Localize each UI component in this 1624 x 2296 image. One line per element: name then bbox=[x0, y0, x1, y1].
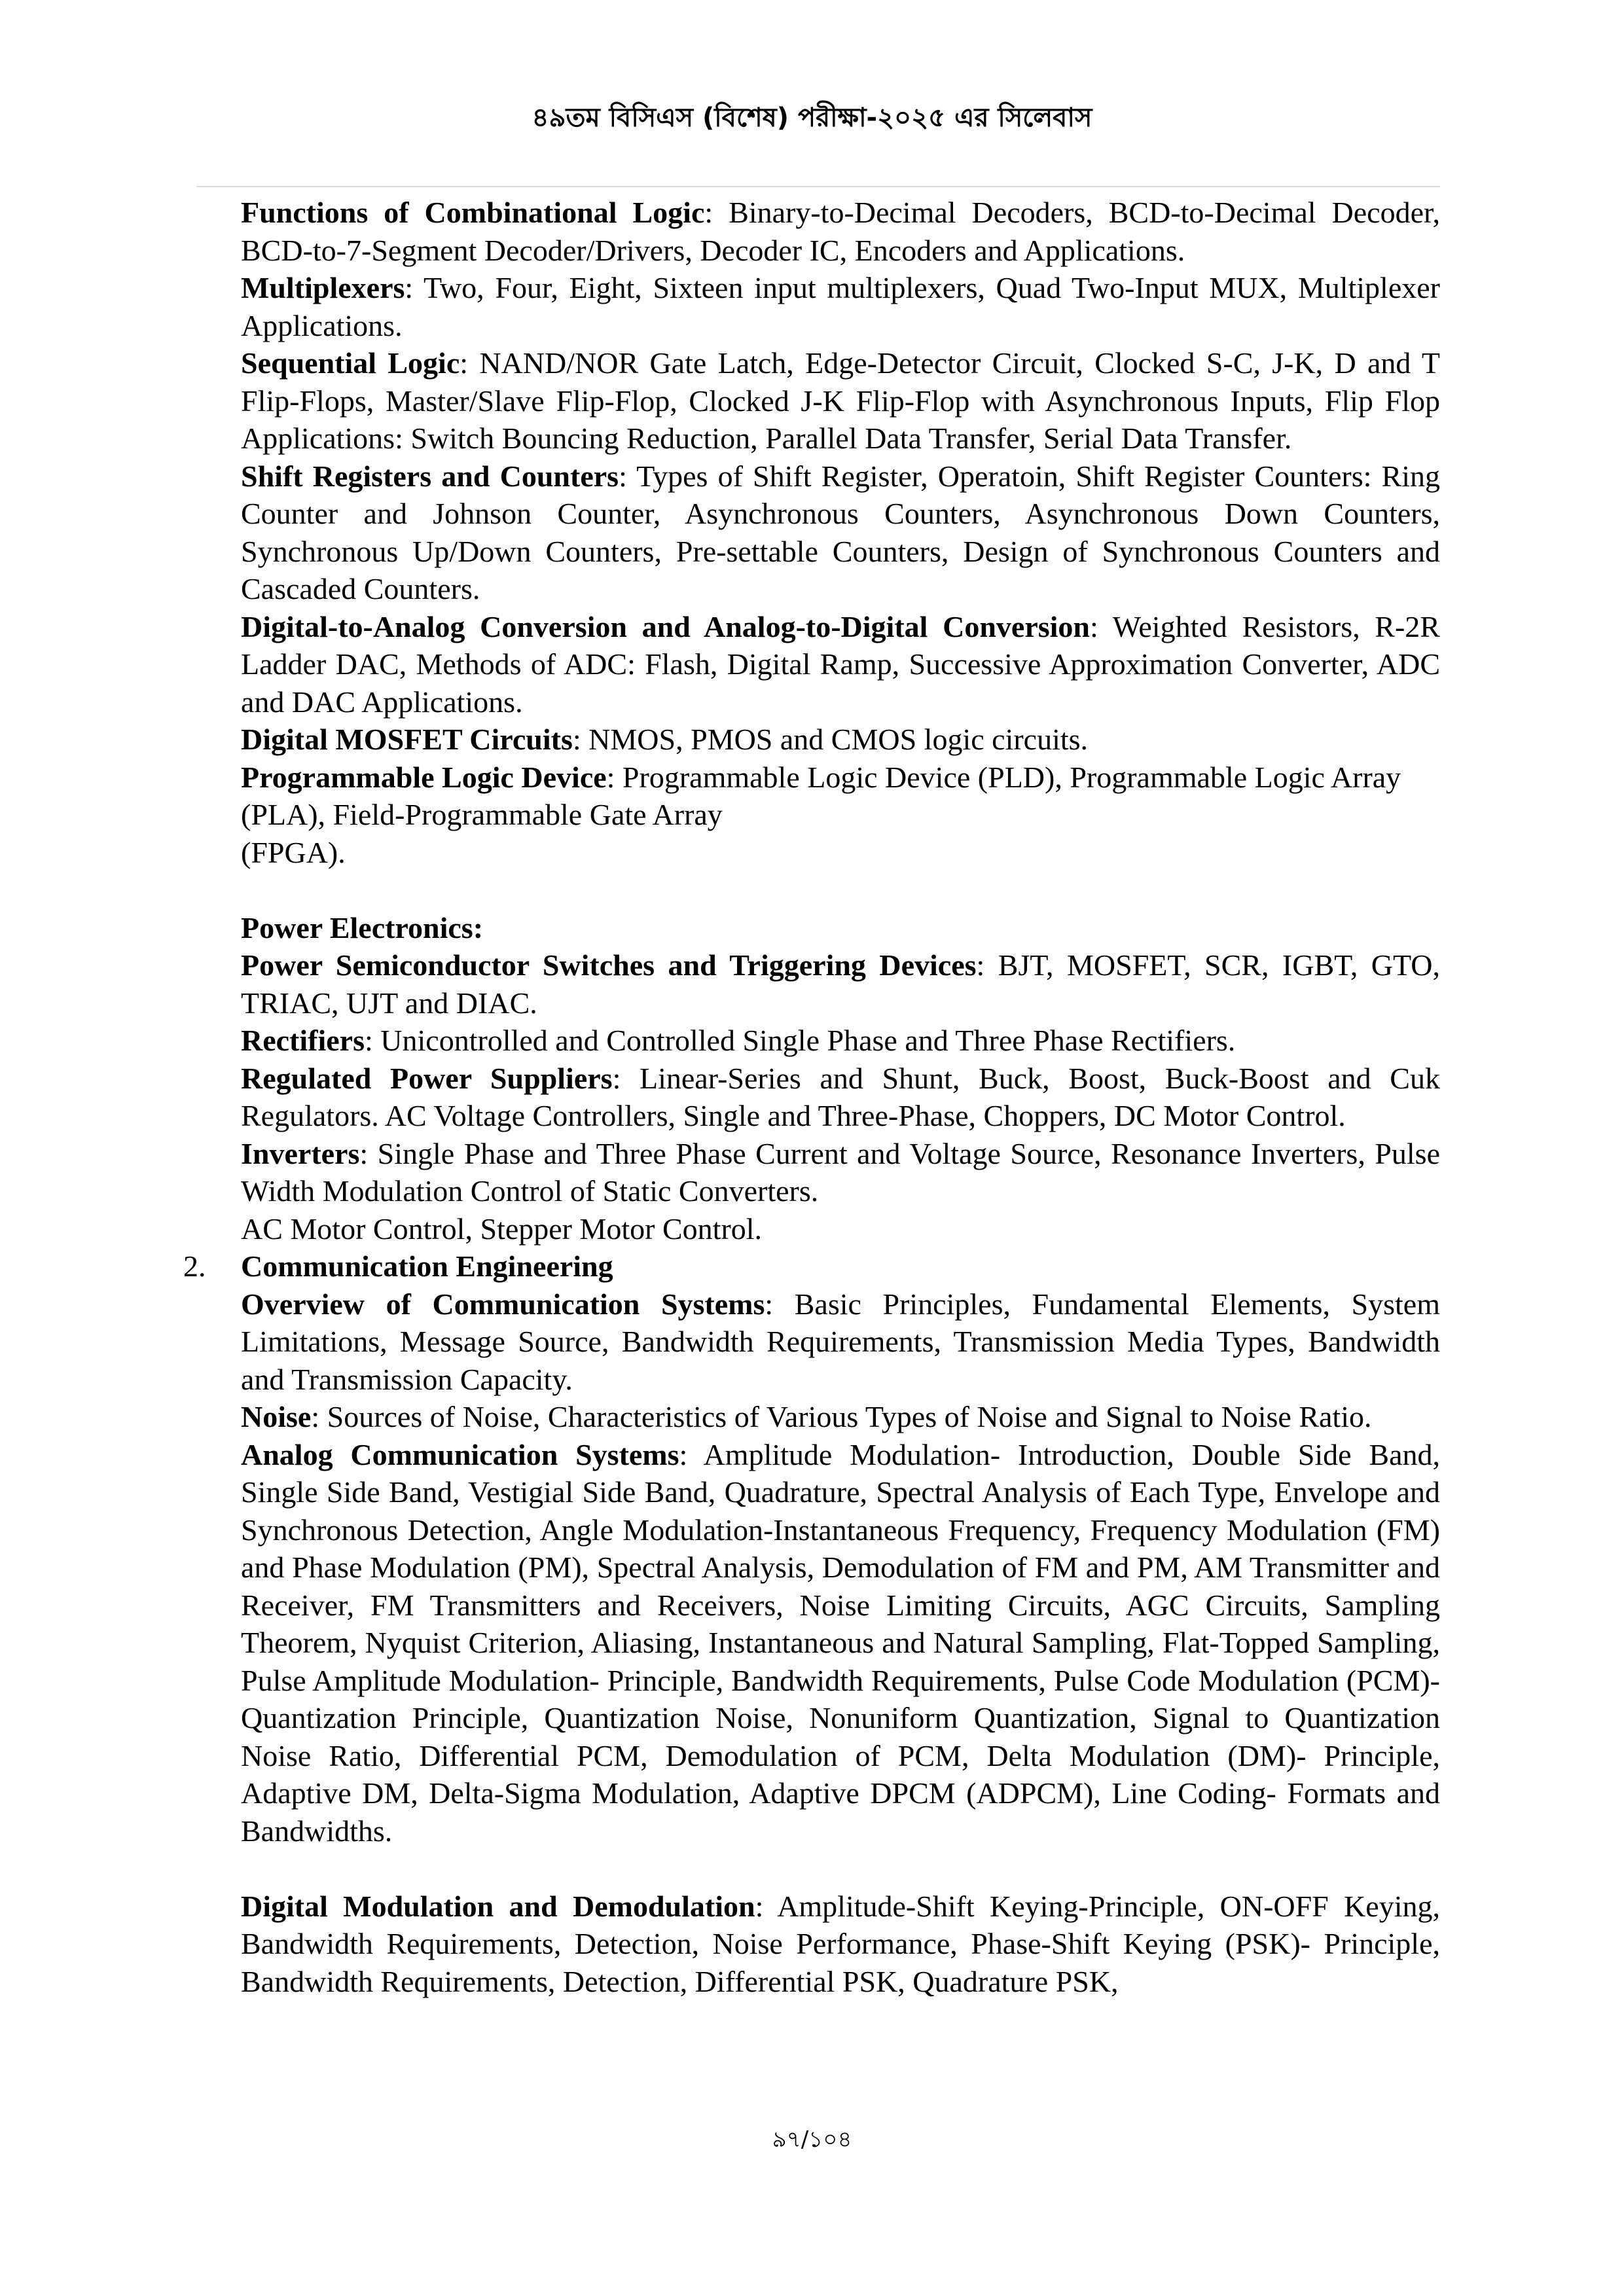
topic-text: : Programmable Logic Device (PLD), Programmable Logic Array (PLA), Field-Programmable Gate Array bbox=[241, 760, 1401, 831]
paragraph-gap bbox=[241, 871, 1440, 909]
topic-text: : NMOS, PMOS and CMOS logic circuits. bbox=[572, 723, 1089, 756]
topic-paragraph bbox=[241, 1398, 1440, 1436]
topic-paragraph bbox=[241, 344, 1440, 457]
topic-text: : Amplitude Modulation- Introduction, Double Side Band, Single Side Band, Vestigial Side Band, Quadrature, Spectral Analysis of Each Type, Envelope and Synchronous Detection, Angle Modulation-Instantaneous Frequency, Frequency Modulation (FM) and Phase Modulation (PM), Spectral Analysis, Demodulation of FM and PM, AM Transmitter and Receiver, FM Transmitters and Receivers, Noise Limiting Circuits, AGC Circuits, Sampling Theorem, Nyquist Criterion, Aliasing, Instantaneous and Natural Sampling, Flat-Topped Sampling, Pulse Amplitude Modulation- Principle, Bandwidth Requirements, Pulse Code Modulation (PCM)- Quantization Principle, Quantization Noise, Nonuniform Quantization, Signal to Quantization Noise Ratio, Differential PCM, Demodulation of PCM, Delta Modulation (DM)- Principle, Adaptive DM, Delta-Sigma Modulation, Adaptive DPCM (ADPCM), Line Coding- Formats and Bandwidths. bbox=[241, 1437, 1440, 1848]
page-number: ৯৭/১০৪ bbox=[772, 2126, 852, 2153]
topic-paragraph bbox=[241, 457, 1440, 608]
topic-term: Analog Communication Systems bbox=[241, 1437, 679, 1471]
topic-paragraph bbox=[241, 1285, 1440, 1399]
topic-term: Functions of Combinational Logic bbox=[241, 196, 705, 229]
syllabus-body bbox=[183, 194, 1441, 2000]
page-header-title: ৪৯তম বিসিএস (বিশেষ) পরীক্ষা-২০২৫ এর সিলেবাস bbox=[532, 103, 1092, 133]
power-electronics-heading: Power Electronics: bbox=[241, 910, 484, 944]
topic-term: Noise bbox=[241, 1400, 312, 1433]
topic-paragraph bbox=[241, 1060, 1440, 1135]
topic-term: Multiplexers bbox=[241, 271, 405, 304]
topic-paragraph bbox=[241, 194, 1440, 269]
topic-text: : Amplitude-Shift Keying-Principle, ON-OFF Keying, Bandwidth Requirements, Detection, Noise Performance, Phase-Shift Keying (PSK)- Principle, Bandwidth Requirements, Detection, Differential PSK, Quadrature PSK, bbox=[241, 1889, 1440, 1998]
topic-term: Programmable Logic Device bbox=[241, 760, 607, 794]
topic-term: Power Semiconductor Switches and Triggering Devices bbox=[241, 948, 977, 982]
motor-control-line: AC Motor Control, Stepper Motor Control. bbox=[241, 1211, 763, 1246]
topic-term: Rectifiers bbox=[241, 1024, 365, 1057]
topic-text: : Single Phase and Three Phase Current and Voltage Source, Resonance Inverters, Pulse Width Modulation Control of Static Converters. bbox=[241, 1136, 1440, 1208]
topic-term: Sequential Logic bbox=[241, 346, 460, 380]
topic-text: : Types of Shift Register, Operatoin, Shift Register Counters: Ring Counter and Johnson Counter, Asynchronous Counters, Asynchronous Down Counters, Synchronous Up/Down Counters, Pre-settable Counters, Design of Synchronous Counters and Cascaded Counters. bbox=[241, 459, 1441, 605]
header-divider bbox=[196, 186, 1440, 187]
topic-term: Digital-to-Analog Conversion and Analog-to-Digital Conversion bbox=[241, 609, 1090, 643]
topic-term: Digital Modulation and Demodulation bbox=[241, 1889, 755, 1923]
topic-paragraph bbox=[241, 946, 1440, 1022]
topic-paragraph bbox=[241, 1436, 1440, 1850]
topic-paragraph bbox=[241, 759, 1440, 834]
topic-paragraph bbox=[241, 608, 1440, 721]
topic-text: : Weighted Resistors, R-2R Ladder DAC, Methods of ADC: Flash, Digital Ramp, Successive Approximation Converter, ADC and DAC Applications. bbox=[241, 609, 1440, 719]
topic-term: Inverters bbox=[241, 1136, 360, 1170]
topic-paragraph bbox=[241, 269, 1440, 344]
topic-text: : BJT, MOSFET, SCR, IGBT, GTO, TRIAC, UJT and DIAC. bbox=[241, 948, 1440, 1020]
topic-text: : Linear-Series and Shunt, Buck, Boost, Buck-Boost and Cuk Regulators. AC Voltage Controllers, Single and Three-Phase, Choppers, DC Motor Control. bbox=[241, 1061, 1440, 1132]
topic-paragraph bbox=[241, 1888, 1440, 2001]
topic-text: : Basic Principles, Fundamental Elements, System Limitations, Message Source, Bandwidth Requirements, Transmission Media Types, Bandwidth and Transmission Capacity. bbox=[241, 1287, 1440, 1396]
topic-text: : Two, Four, Eight, Sixteen input multiplexers, Quad Two-Input MUX, Multiplexer Applications. bbox=[241, 271, 1440, 342]
section-heading-communication bbox=[183, 1247, 1440, 1285]
section-title: Communication Engineering bbox=[241, 1249, 613, 1283]
topic-paragraph bbox=[241, 721, 1440, 759]
topic-term: Overview of Communication Systems bbox=[241, 1287, 765, 1321]
topic-text: : Binary-to-Decimal Decoders, BCD-to-Decimal Decoder, BCD-to-7-Segment Decoder/Drivers, Decoder IC, Encoders and Applications. bbox=[241, 196, 1440, 267]
topic-paragraph bbox=[241, 1135, 1440, 1210]
topic-text: : Sources of Noise, Characteristics of Various Types of Noise and Signal to Noise Ratio. bbox=[311, 1400, 1372, 1433]
topic-term: Regulated Power Suppliers bbox=[241, 1061, 613, 1095]
fpga-line: (FPGA). bbox=[241, 835, 346, 869]
topic-paragraph bbox=[241, 1022, 1440, 1060]
topic-text: : Unicontrolled and Controlled Single Phase and Three Phase Rectifiers. bbox=[365, 1024, 1236, 1057]
topic-term: Shift Registers and Counters bbox=[241, 459, 619, 493]
topic-term: Digital MOSFET Circuits bbox=[241, 723, 573, 756]
topic-text: : NAND/NOR Gate Latch, Edge-Detector Circuit, Clocked S-C, J-K, D and T Flip-Flops, Master/Slave Flip-Flop, Clocked J-K Flip-Flop with Asynchronous Inputs, Flip Flop Applications: Switch Bouncing Reduction, Parallel Data Transfer, Serial Data Transfer. bbox=[241, 346, 1440, 455]
paragraph-gap bbox=[241, 1850, 1440, 1888]
section-number: 2. bbox=[183, 1249, 206, 1283]
